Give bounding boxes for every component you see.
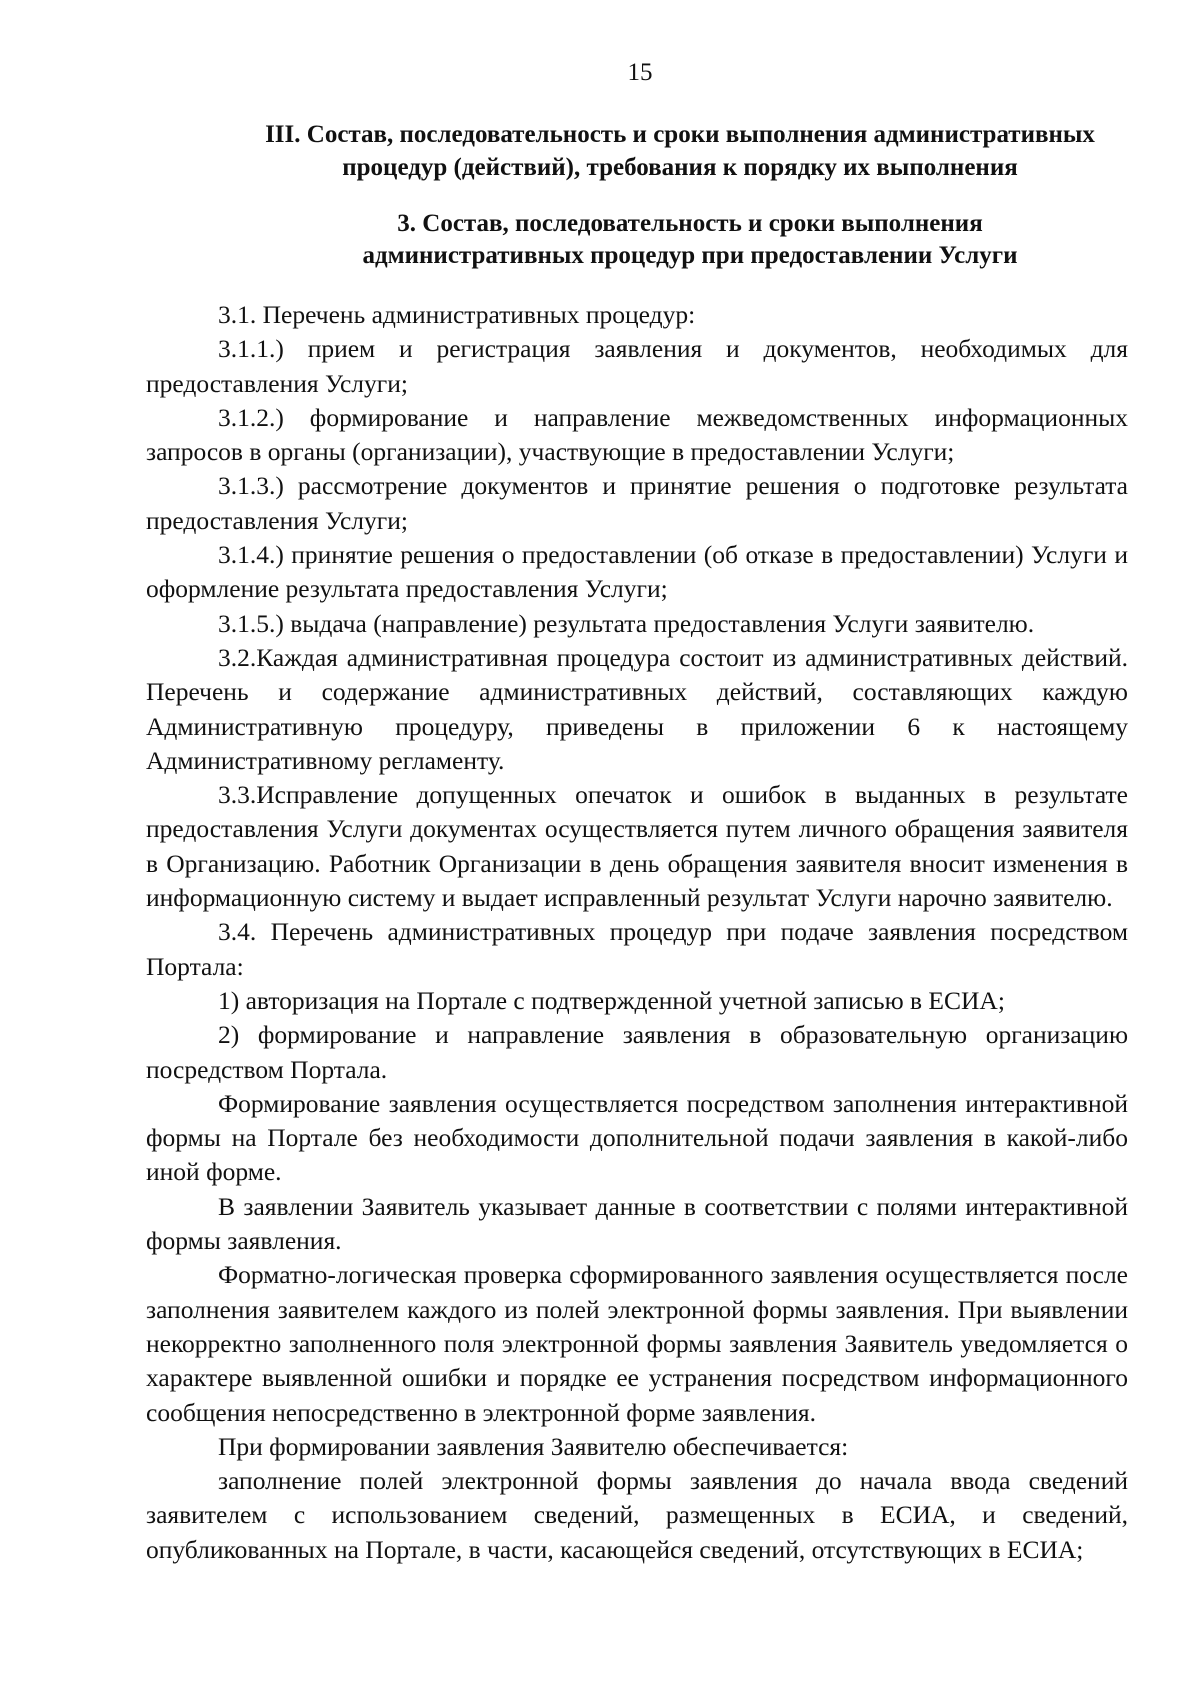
- subsection-title: 3. Состав, последовательность и сроки выполнения административных процедур при предоставлении Услуги: [362, 210, 1018, 269]
- paragraph-3-1-4: 3.1.4.) принятие решения о предоставлении (об отказе в предоставлении) Услуги и оформление результата предоставления Услуги;: [146, 540, 1128, 604]
- document-body: [146, 298, 1128, 1567]
- paragraph-autofill: заполнение полей электронной формы заявления до начала ввода сведений заявителем с использованием сведений, размещенных в ЕСИА, и сведений, опубликованных на Портале, в части, касающейся сведений, отсутствующих в ЕСИА;: [146, 1466, 1128, 1564]
- paragraph-3-2: 3.2.Каждая административная процедура состоит из административных действий. Перечень и содержание административных действий, составляющих каждую Административную процедуру, приведены в приложении 6 к настоящему Административному регламенту.: [146, 642, 1128, 775]
- section-title: III. Состав, последовательность и сроки выполнения административных процедур (действий), требования к порядку их выполнения: [265, 121, 1095, 181]
- paragraph-applicant-data: В заявлении Заявитель указывает данные в соответствии с полями интерактивной формы заявления.: [146, 1191, 1128, 1256]
- paragraph-provided: При формировании заявления Заявителю обеспечивается:: [218, 1431, 849, 1461]
- list-item-2: 2) формирование и направление заявления в образовательную организацию посредством Портала.: [146, 1020, 1128, 1084]
- paragraph-3-1-3: 3.1.3.) рассмотрение документов и принятие решения о подготовке результата предоставления Услуги;: [146, 471, 1128, 535]
- paragraph-3-1: 3.1. Перечень административных процедур:: [218, 300, 696, 329]
- paragraph-3-3: 3.3.Исправление допущенных опечаток и ошибок в выданных в результате предоставления Услуги документах осуществляется путем личного обращения заявителя в Организацию. Работник Организации в день обращения заявителя вносит изменения в информационную систему и выдает исправленный результат Услуги нарочно заявителю.: [146, 780, 1128, 913]
- list-item-1: 1) авторизация на Портале с подтвержденной учетной записью в ЕСИА;: [218, 985, 1005, 1015]
- paragraph-forming: Формирование заявления осуществляется посредством заполнения интерактивной формы на Портале без необходимости дополнительной подачи заявления в какой-либо иной форме.: [146, 1088, 1128, 1187]
- paragraph-3-4: 3.4. Перечень административных процедур при подаче заявления посредством Портала:: [146, 917, 1128, 981]
- paragraph-format-check: Форматно-логическая проверка сформированного заявления осуществляется после заполнения заявителем каждого из полей электронной формы заявления. При выявлении некорректно заполненного поля электронной формы заявления Заявитель уведомляется о характере выявленной ошибки и порядке ее устранения посредством информационного сообщения непосредственно в электронной форме заявления.: [146, 1260, 1128, 1427]
- paragraph-3-1-5: 3.1.5.) выдача (направление) результата предоставления Услуги заявителю.: [218, 608, 1035, 638]
- paragraph-3-1-2: 3.1.2.) формирование и направление межведомственных информационных запросов в органы (организации), участвующие в предоставлении Услуги;: [146, 402, 1128, 467]
- page-number: 15: [627, 59, 653, 86]
- paragraph-3-1-1: 3.1.1.) прием и регистрация заявления и документов, необходимых для предоставления Услуги;: [146, 334, 1128, 398]
